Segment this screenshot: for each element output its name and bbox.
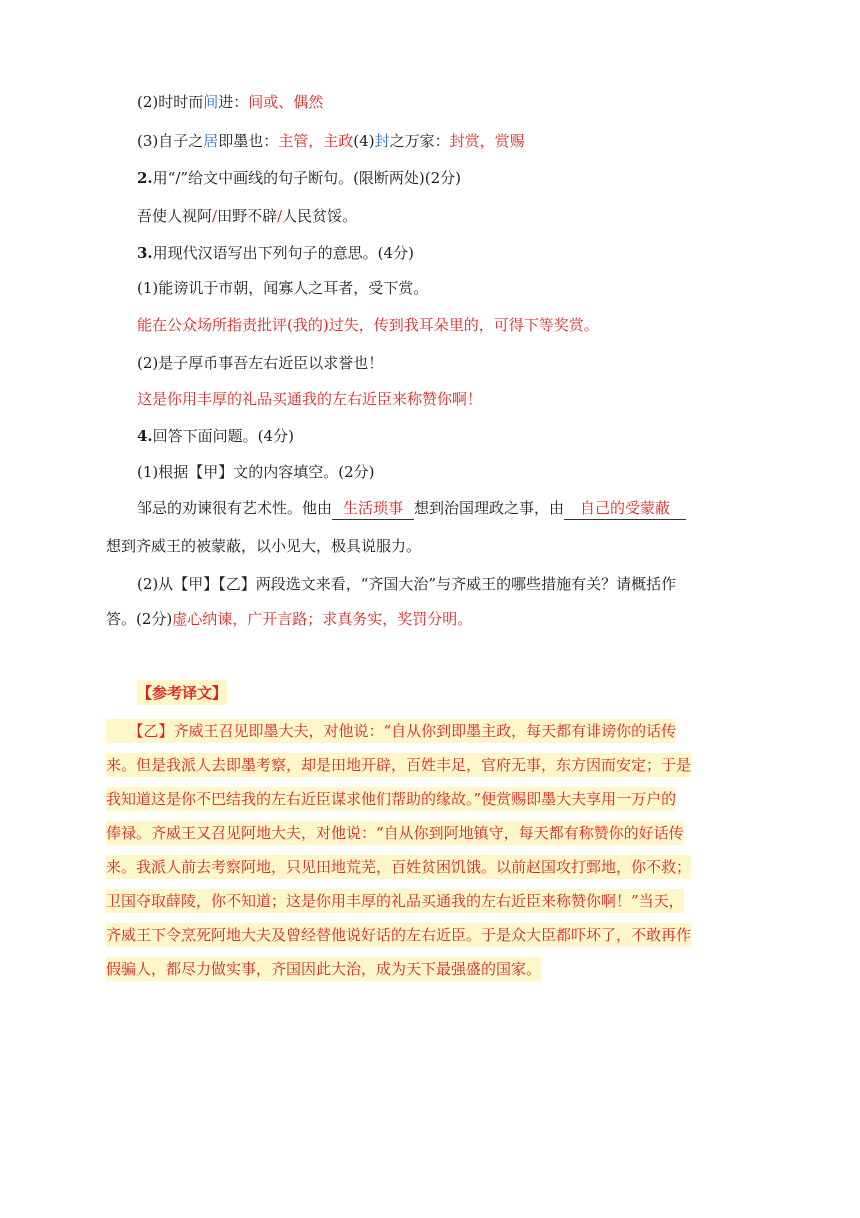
translation-line: 齐威王下令烹死阿地大夫及曾经替他说好话的左右近臣。于是众大臣都吓坏了，不敢再作 xyxy=(106,918,756,952)
q4-part1: (1)根据【甲】文的内容填空。(2分) xyxy=(137,463,375,481)
translation-line: 卫国夺取薛陵，你不知道；这是你用丰厚的礼品买通我的左右近臣来称赞你啊！”当天， xyxy=(106,884,756,918)
key-char: 间 xyxy=(203,93,219,111)
translation-line: 来。我派人前去考察阿地，只见田地荒芜，百姓贫困饥饿。以前赵国攻打鄄地，你不救； xyxy=(106,850,756,884)
q2-question: 2.用“/”给文中画线的句子断句。(限断两处)(2分) xyxy=(137,169,462,187)
slash-mark: / xyxy=(212,207,218,225)
q3-answer-1: 能在公众场所指责批评(我的)过失，传到我耳朵里的，可得下等奖赏。 xyxy=(137,316,599,334)
fill-blank-2: 自己的受蒙蔽 xyxy=(564,497,686,520)
q1-item2: (2)时时而间进：间或、偶然 xyxy=(137,93,324,111)
q4-part2: (2)从【甲】【乙】两段选文来看，“齐国大治”与齐威王的哪些措施有关？请概括作 xyxy=(137,575,677,593)
translation-line: 假骗人，都尽力做实事，齐国因此大治，成为天下最强盛的国家。 xyxy=(106,952,756,986)
q2-answer: 吾使人视阿/田野不辟/人民贫馁。 xyxy=(137,207,358,225)
translation-line: 【乙】齐威王召见即墨大夫，对他说：“自从你到即墨主政，每天都有诽谤你的话传 xyxy=(106,714,756,748)
q3-sentence-2: (2)是子厚币事吾左右近臣以求誉也！ xyxy=(137,354,384,372)
answer: 主管，主政 xyxy=(278,132,354,150)
reference-translation xyxy=(106,714,756,986)
key-char: 居 xyxy=(203,132,219,150)
q3-question: 3.用现代汉语写出下列句子的意思。(4分) xyxy=(137,244,414,262)
fill-blank-1: 生活琐事 xyxy=(332,497,414,520)
answer: 间或、偶然 xyxy=(248,93,324,111)
slash-mark: / xyxy=(277,207,283,225)
q3-answer-2: 这是你用丰厚的礼品买通我的左右近臣来称赞你啊！ xyxy=(137,390,483,408)
translation-line: 来。但是我派人去即墨考察，却是田地开辟，百姓丰足，官府无事，东方因而安定；于是 xyxy=(106,748,756,782)
answer: 封赏，赏赐 xyxy=(449,132,525,150)
q4-fill-line-cont: 想到齐威王的被蒙蔽，以小见大，极具说服力。 xyxy=(106,537,422,555)
q4-question: 4.回答下面问题。(4分) xyxy=(137,427,294,445)
translation-line: 俸禄。齐威王又召见阿地大夫，对他说：“自从你到阿地镇守，每天都有称赞你的好话传 xyxy=(106,816,756,850)
key-char: 封 xyxy=(374,132,390,150)
q1-item3-4: (3)自子之居即墨也：主管，主政(4)封之万家：封赏，赏赐 xyxy=(137,132,525,150)
reference-title: 【参考译文】 xyxy=(137,680,227,705)
q4-part2-cont: 答。(2分)虚心纳谏，广开言路；求真务实，奖罚分明。 xyxy=(106,610,473,628)
translation-line: 我知道这是你不巴结我的左右近臣谋求他们帮助的缘故。”便赏赐即墨大夫享用一万户的 xyxy=(106,782,756,816)
q4-fill-line: 邹忌的劝谏很有艺术性。他由 生活琐事 想到治国理政之事，由 自己的受蒙蔽 xyxy=(137,495,686,521)
q4-answer-2: 虚心纳谏，广开言路；求真务实，奖罚分明。 xyxy=(172,610,473,628)
q3-sentence-1: (1)能谤讥于市朝，闻寡人之耳者，受下赏。 xyxy=(137,279,429,297)
